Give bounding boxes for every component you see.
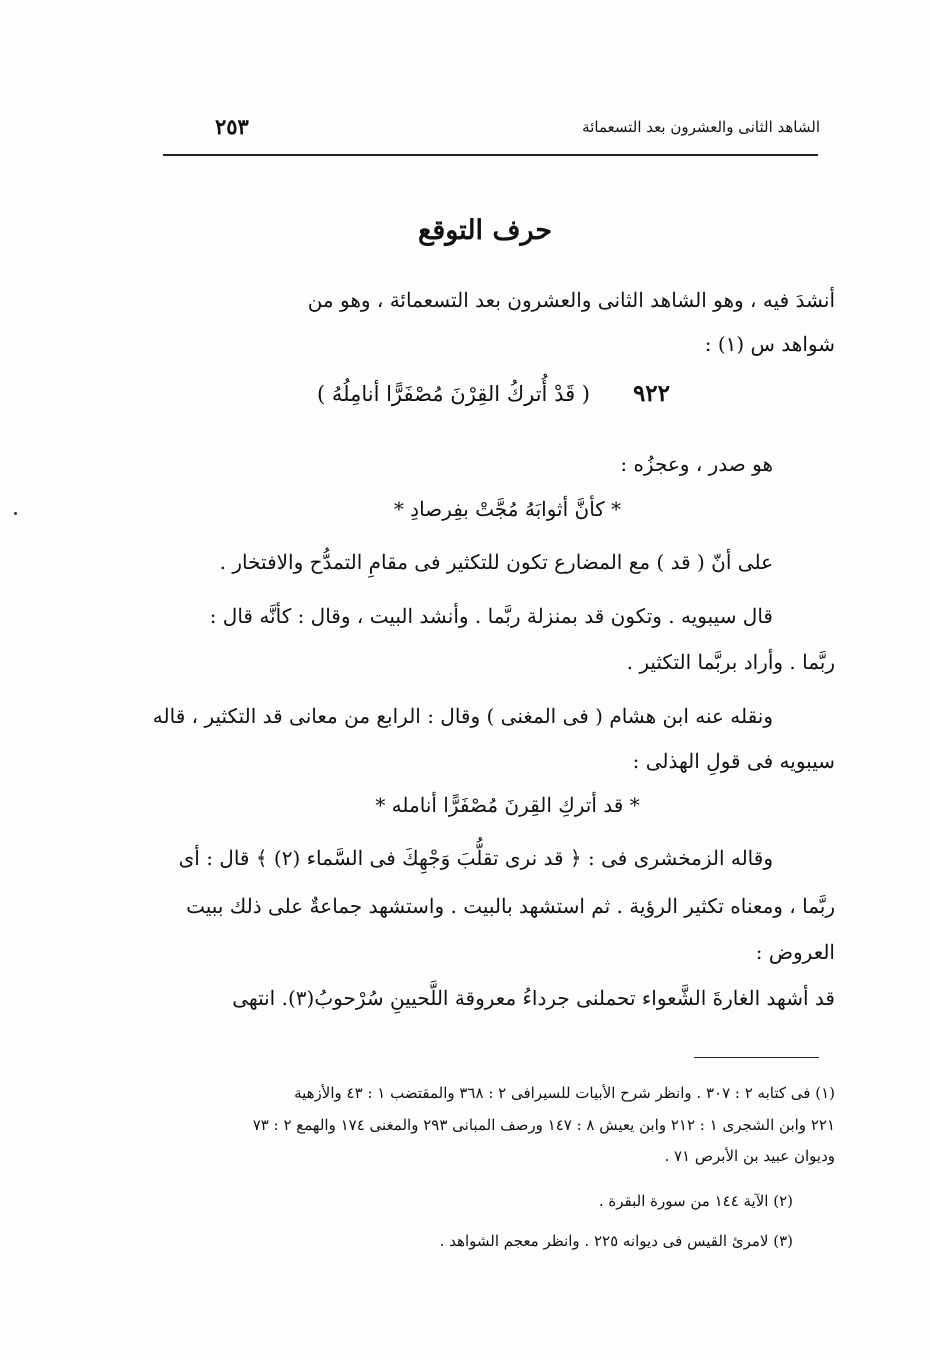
body-line-6: ونقله عنه ابن هشام ( فى المغنى ) وقال : الرابع من معانى قد التكثير ، قاله [152,704,773,728]
body-line-7: سيبويه فى قولِ الهذلى : [632,749,835,773]
verse-number: ٩٢٢ [632,380,670,407]
running-title: الشاهد الثانى والعشرون بعد التسعمائة [582,118,820,136]
body-line-10: ربَّما ، ومعناه تكثير الرؤية . ثم استشهد بالبيت . واستشهد جماعةٌ على ذلك ببيت [186,894,835,918]
hemistich-line: * كأنَّ أثوابَهُ مُجَّتْ بفِرصادِ * [393,497,622,521]
intro-line-2: شواهد س (١) : [704,332,835,356]
chapter-title: حرف التوقع [417,215,553,246]
body-line-4: قال سيبويه . وتكون قد بمنزلة ربَّما . وأنشد البيت ، وقال : كأنَّه قال : [209,604,773,628]
scan-speck [14,512,17,515]
page-number: ٢٥٣ [215,114,249,139]
body-line-12: قد أشهد الغارةَ الشَّعواء تحملنى جرداءُ معروقة اللَّحيينِ سُرْحوبُ(٣). انتهى [232,986,835,1010]
intro-line-1: أنشدَ فيه ، وهو الشاهد الثانى والعشرون بعد التسعمائة ، وهو من [307,288,835,312]
footnote-rule [694,1057,819,1058]
body-line-9: وقاله الزمخشرى فى : ﴿ قد نرى تقلُّبَ وَجْهِكَ فى السَّماء (٢) ﴾ قال : أى [178,846,773,870]
footnote-1-line-2: ٢٢١ وابن الشجرى ١ : ٢١٢ وابن يعيش ٨ : ١٤٧ ورصف المبانى ٢٩٣ والمغنى ١٧٤ والهمع ٢ : ٧٣ [252,1116,835,1134]
body-line-1: هو صدر ، وعجزُه : [620,452,773,476]
body-line-3: على أنّ ( قد ) مع المضارع تكون للتكثير فى مقامِ التمدُّح والافتخار . [219,550,773,574]
body-line-5: ربَّما . وأراد بربَّما التكثير . [626,650,835,674]
header-rule [163,154,818,156]
footnote-2: (٢) الآية ١٤٤ من سورة البقرة . [598,1192,793,1210]
body-line-11: العروض : [755,940,835,964]
footnote-3: (٣) لامرئ القيس فى ديوانه ٢٢٥ . وانظر معجم الشواهد . [439,1232,793,1250]
verse-main: ( قَدْ أُتركُ القِرْنَ مُصْفَرًّا أنامِلُهُ ) [317,382,590,406]
footnote-1-line-3: وديوان عبيد بن الأبرص ٧١ . [664,1147,835,1165]
footnote-1-line-1: (١) فى كتابه ٢ : ٣٠٧ . وانظر شرح الأبيات للسيرافى ٢ : ٣٦٨ والمقتضب ١ : ٤٣ والأزهية [294,1084,835,1102]
quoted-verse-line: * قد أتركِ القِرنَ مُصْفَرًّا أنامله * [375,793,640,817]
running-head [165,112,820,146]
